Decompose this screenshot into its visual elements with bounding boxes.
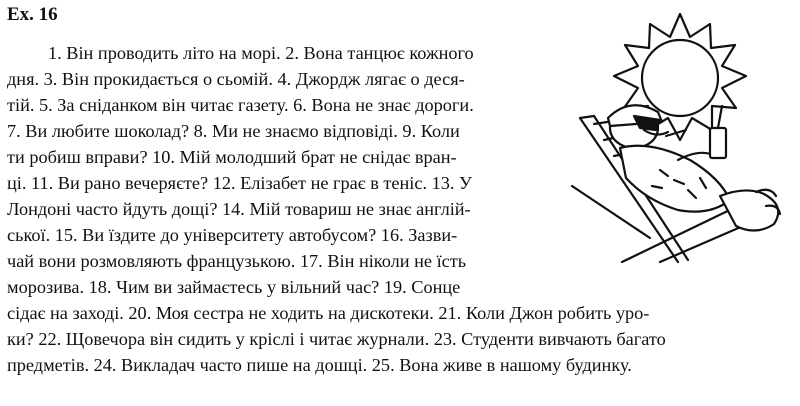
text-line: 7. Ви любите шоколад? 8. Ми не знаємо відповіді. 9. Коли bbox=[7, 121, 460, 141]
text-line: дня. 3. Він прокидається о сьомій. 4. Джордж лягає о деся- bbox=[7, 69, 465, 89]
text-line: предметів. 24. Викладач часто пише на дошці. 25. Вона живе в нашому будинку. bbox=[7, 355, 632, 375]
text-line: ки? 22. Щовечора він сидить у кріслі і читає журнали. 23. Студенти вивчають багато bbox=[7, 329, 666, 349]
exercise-heading: Ex. 16 bbox=[7, 4, 58, 25]
text-line: чай вони розмовляють французькою. 17. Він ніколи не їсть bbox=[7, 251, 467, 271]
text-line: ти робиш вправи? 10. Мій молодший брат не снідає вран- bbox=[7, 147, 457, 167]
sun-and-deckchair-icon bbox=[560, 10, 796, 272]
text-line: сідає на заході. 20. Моя сестра не ходить на дискотеки. 21. Коли Джон робить уро- bbox=[7, 303, 650, 323]
text-line: ської. 15. Ви їздите до університету автобусом? 16. Зазви- bbox=[7, 225, 458, 245]
text-line: Лондоні часто йдуть дощі? 14. Мій товариш не знає англій- bbox=[7, 199, 471, 219]
text-line: ці. 11. Ви рано вечеряєте? 12. Елізабет не грає в теніс. 13. У bbox=[7, 173, 473, 193]
text-line: тій. 5. За сніданком він читає газету. 6. Вона не знає дороги. bbox=[7, 95, 474, 115]
text-line: морозива. 18. Чим ви займаєтесь у вільний час? 19. Сонце bbox=[7, 277, 461, 297]
text-line: 1. Він проводить літо на морі. 2. Вона танцює кожного bbox=[48, 43, 474, 63]
